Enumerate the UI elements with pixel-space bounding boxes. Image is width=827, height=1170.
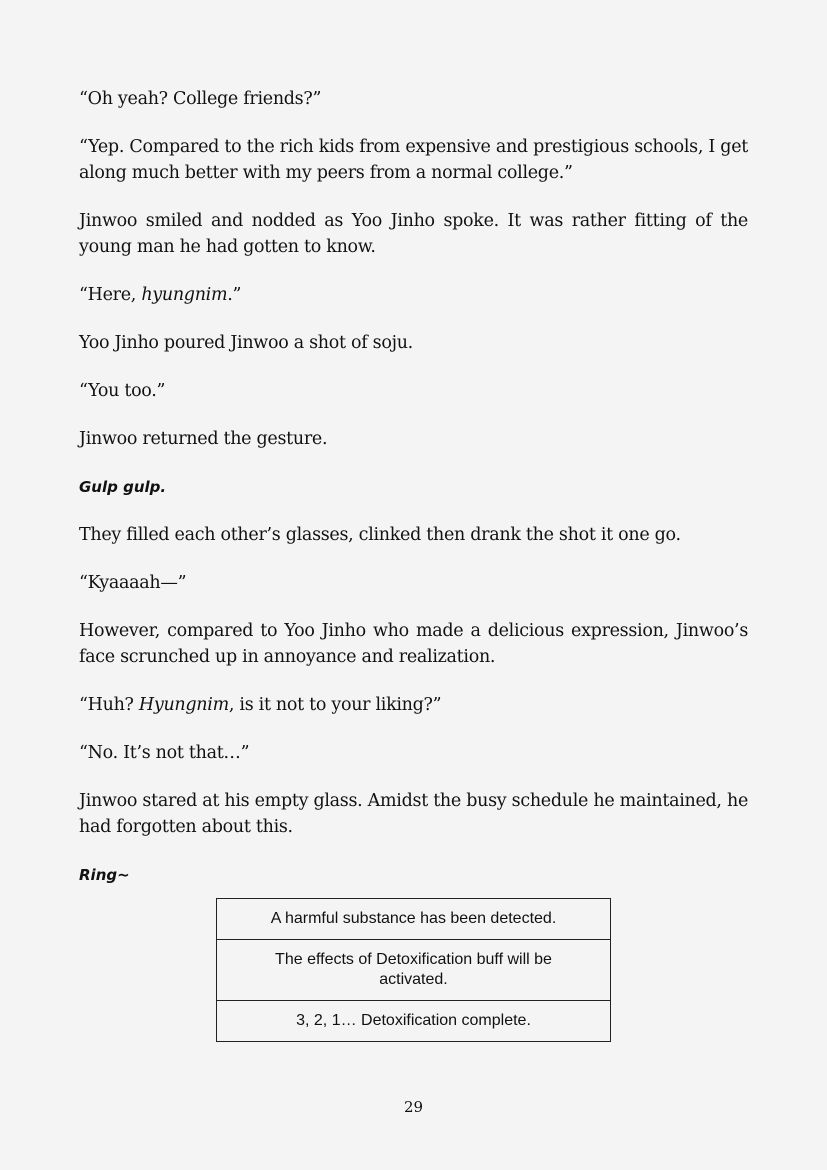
paragraph: “No. It’s not that…” [79,743,250,763]
system-message-row: A harmful substance has been detected. [270,910,557,927]
paragraph: “Huh? Hyungnim, is it not to your liking?” [79,695,442,715]
system-message-row: 3, 2, 1… Detoxification complete. [217,1000,610,1041]
paragraph: “You too.” [79,381,166,401]
paragraph: However, compared to Yoo Jinho who made a delicious expression, Jinwoo’s face scrunched up in annoyance and realization. [79,621,748,667]
system-message-row: The effects of Detoxification buff will be activated. [217,939,610,1000]
page-body [79,86,748,910]
paragraph: “Yep. Compared to the rich kids from expensive and prestigious schools, I get along much better with my peers from a normal college.” [79,137,748,183]
paragraph: They filled each other’s glasses, clinked then drank the shot it one go. [79,525,681,545]
paragraph: Jinwoo smiled and nodded as Yoo Jinho spoke. It was rather fitting of the young man he had gotten to know. [79,211,748,257]
sound-effect: Ring~ [79,866,130,884]
paragraph: Jinwoo stared at his empty glass. Amidst the busy schedule he maintained, he had forgotten about this. [79,791,748,837]
paragraph: “Oh yeah? College friends?” [79,89,322,109]
system-message-box [216,898,611,1042]
paragraph: “Here, hyungnim.” [79,285,242,305]
page-number: 29 [403,1098,424,1116]
paragraph: Yoo Jinho poured Jinwoo a shot of soju. [79,333,413,353]
paragraph: Jinwoo returned the gesture. [79,429,328,449]
sound-effect: Gulp gulp. [79,478,167,496]
paragraph: “Kyaaaah—” [79,573,187,593]
